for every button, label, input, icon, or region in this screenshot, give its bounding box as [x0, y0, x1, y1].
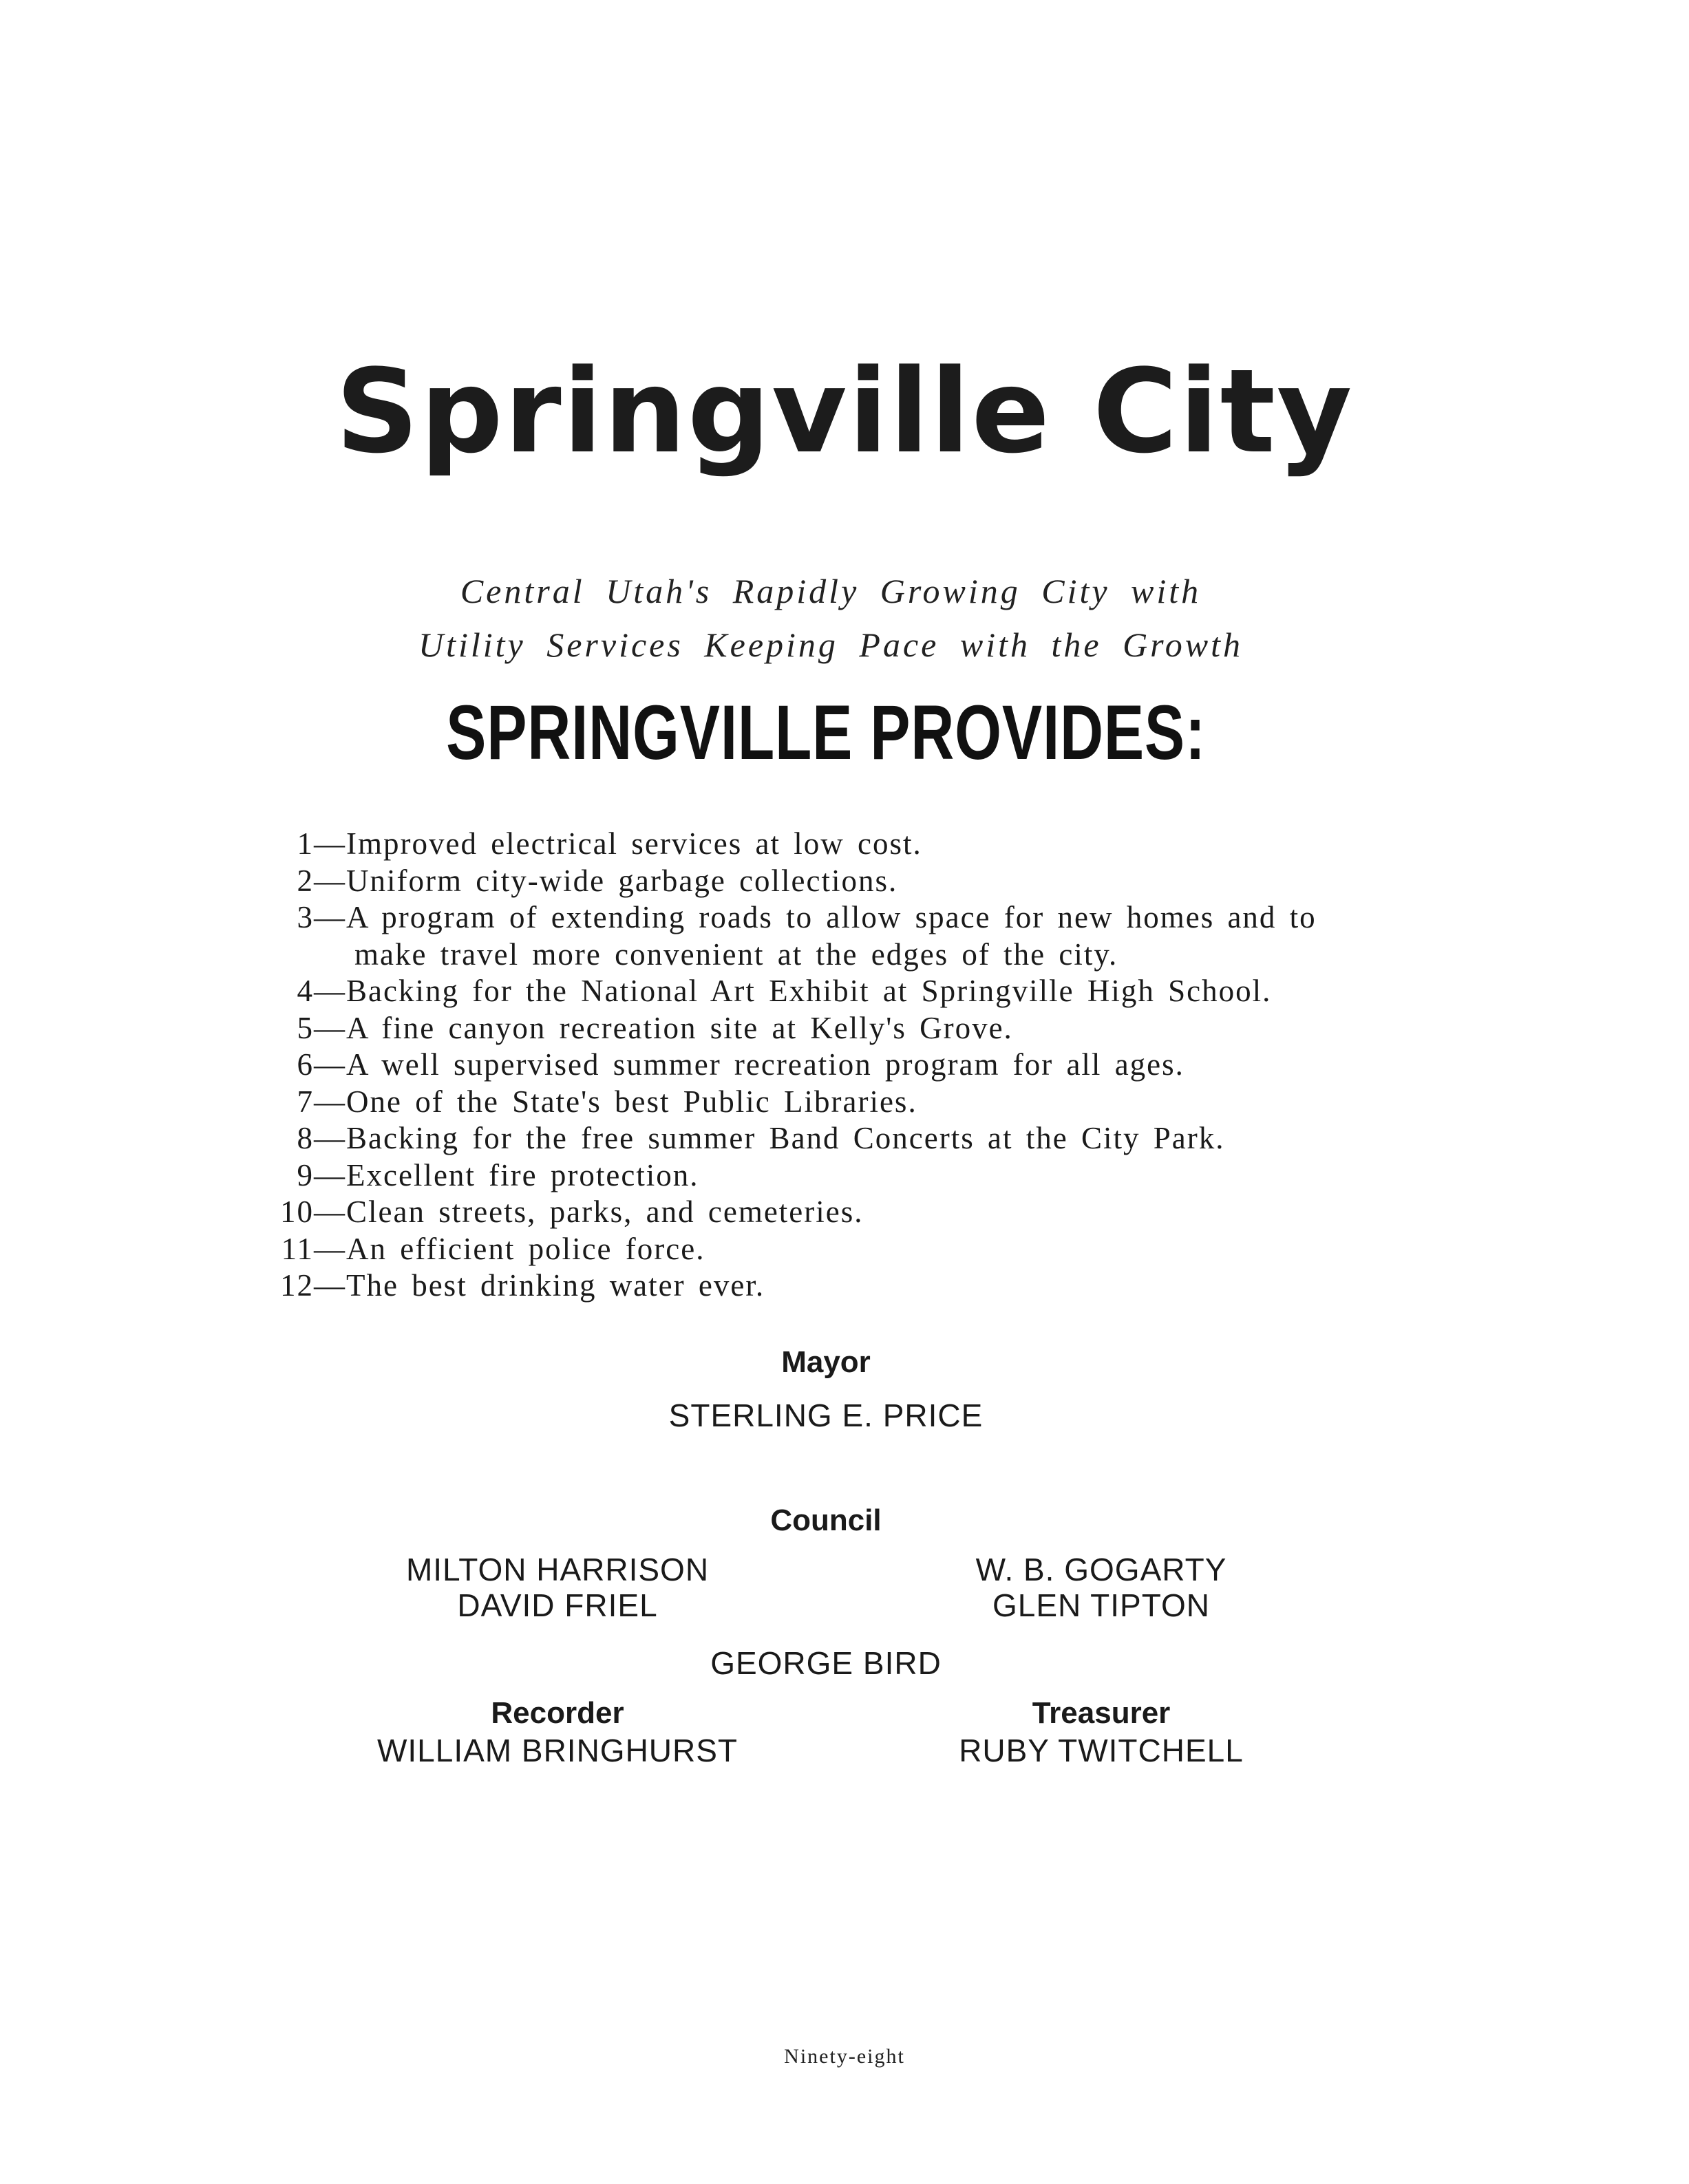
list-item [279, 1194, 1408, 1231]
mayor-label: Mayor [781, 1345, 871, 1379]
council-member-name: W. B. GOGARTY [975, 1552, 1227, 1587]
provides-heading: SPRINGVILLE PROVIDES: [446, 689, 1206, 775]
list-item [279, 1157, 1408, 1195]
list-item-number: 11— [281, 1231, 346, 1266]
list-item-number: 10— [280, 1195, 346, 1229]
list-item-number: 4— [297, 974, 346, 1008]
list-item-text: Excellent fire protection. [346, 1157, 699, 1192]
list-item [279, 1120, 1408, 1157]
list-item [279, 1047, 1408, 1084]
list-item-text: A well supervised summer recreation program for all ages. [346, 1047, 1185, 1082]
list-item-number: 9— [297, 1157, 346, 1192]
list-item [279, 863, 1408, 900]
council-member-name: MILTON HARRISON [405, 1552, 710, 1587]
page-title: Springville City [335, 344, 1354, 479]
council-member-name: GEORGE BIRD [710, 1645, 942, 1681]
list-item [279, 899, 1408, 936]
list-item [279, 1010, 1408, 1047]
list-item-number: 7— [297, 1084, 346, 1119]
list-item [279, 1267, 1408, 1305]
list-item-text: make travel more convenient at the edges of the city. [354, 936, 1118, 972]
list-item-text: Backing for the free summer Band Concerts at the City Park. [346, 1121, 1225, 1155]
list-item-text: One of the State's best Public Libraries. [346, 1084, 917, 1119]
list-item-number: 8— [297, 1121, 346, 1155]
tagline-line-1: Central Utah's Rapidly Growing City with [460, 572, 1202, 610]
treasurer-label: Treasurer [1032, 1696, 1171, 1730]
list-item-text: Uniform city-wide garbage collections. [346, 863, 898, 898]
council-right-column [881, 1552, 1321, 1623]
page-number: Ninety-eight [784, 2045, 905, 2068]
list-item-number: 6— [297, 1047, 346, 1082]
tagline-line-2: Utility Services Keeping Pace with the Growth [418, 625, 1244, 664]
list-item [279, 826, 1408, 863]
list-item-number: 5— [297, 1010, 346, 1045]
list-item-number: 1— [297, 826, 346, 861]
list-item-text: A fine canyon recreation site at Kelly's Grove. [346, 1010, 1013, 1045]
council-left-column [344, 1552, 771, 1623]
list-item [279, 1084, 1408, 1121]
council-label: Council [770, 1503, 882, 1537]
provisions-list [279, 826, 1408, 1305]
list-item-number: 12— [280, 1268, 346, 1303]
recorder-label: Recorder [491, 1696, 624, 1730]
recorder-name: WILLIAM BRINGHURST [376, 1733, 739, 1768]
list-item [279, 973, 1408, 1010]
treasurer-name: RUBY TWITCHELL [959, 1733, 1244, 1768]
list-item-text: The best drinking water ever. [346, 1268, 765, 1303]
council-member-name: GLEN TIPTON [992, 1587, 1211, 1623]
list-item [279, 1231, 1408, 1268]
mayor-name: STERLING E. PRICE [668, 1398, 984, 1433]
list-item-continuation [279, 936, 1408, 974]
list-item-text: Improved electrical services at low cost. [346, 826, 922, 861]
list-item-text: Clean streets, parks, and cemeteries. [346, 1195, 864, 1229]
list-item-text: Backing for the National Art Exhibit at Springville High School. [346, 974, 1272, 1008]
list-item-text: An efficient police force. [346, 1231, 705, 1266]
council-member-name: DAVID FRIEL [457, 1587, 658, 1623]
list-item-text: A program of extending roads to allow space for new homes and to [346, 900, 1317, 934]
list-item-number: 3— [297, 900, 346, 934]
list-item-number: 2— [297, 863, 346, 898]
